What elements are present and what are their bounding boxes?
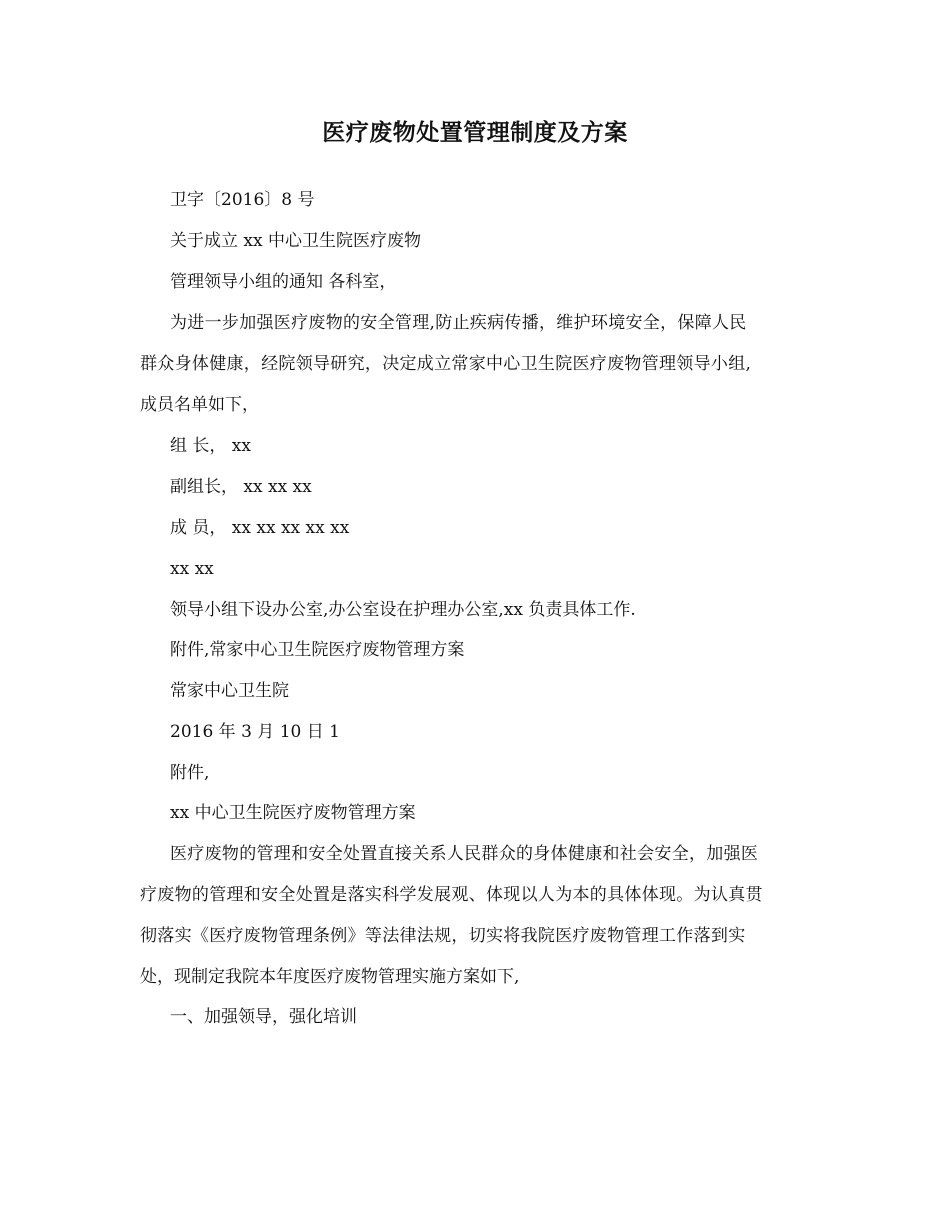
paragraph-line: 彻落实《医疗废物管理条例》等法律法规，切实将我院医疗废物管理工作落到实 — [140, 926, 746, 946]
paragraph-line: 疗废物的管理和安全处置是落实科学发展观、体现以人为本的具体体现。为认真贯 — [140, 885, 763, 905]
member-members-continued: xx xx — [170, 559, 214, 579]
paragraph-line: 群众身体健康，经院领导研究，决定成立常家中心卫生院医疗废物管理领导小组, — [140, 354, 752, 374]
office-line: 领导小组下设办公室,办公室设在护理办公室,xx 负责具体工作. — [170, 600, 636, 620]
notice-title-line-1: 关于成立 xx 中心卫生院医疗废物 — [170, 231, 421, 251]
paragraph-line: 成员名单如下， — [140, 395, 259, 415]
member-leader-line: 组 长， xx — [170, 436, 251, 456]
date-line: 2016 年 3 月 10 日 1 — [170, 722, 340, 742]
paragraph-line: 为进一步加强医疗废物的安全管理,防止疾病传播，维护环境安全，保障人民 — [170, 313, 747, 333]
member-deputy-line: 副组长， xx xx xx — [170, 477, 312, 497]
paragraph-line: 医疗废物的管理和安全处置直接关系人民群众的身体健康和社会安全，加强医 — [170, 844, 759, 864]
member-members-line: 成 员， xx xx xx xx xx — [170, 518, 350, 538]
document-title: 医疗废物处置管理制度及方案 — [322, 119, 628, 146]
plan-title-line: xx 中心卫生院医疗废物管理方案 — [170, 803, 416, 823]
issuer-line: 常家中心卫生院 — [170, 681, 289, 701]
paragraph-line: 处，现制定我院本年度医疗废物管理实施方案如下, — [140, 967, 520, 987]
attachment-label-line: 附件, — [170, 763, 210, 783]
notice-title-line-2: 管理领导小组的通知 各科室， — [170, 272, 397, 292]
section-heading: 一、加强领导，强化培训 — [170, 1007, 357, 1027]
doc-number-line: 卫字〔2016〕8 号 — [170, 190, 315, 210]
attachment-ref-line: 附件,常家中心卫生院医疗废物管理方案 — [170, 640, 465, 660]
